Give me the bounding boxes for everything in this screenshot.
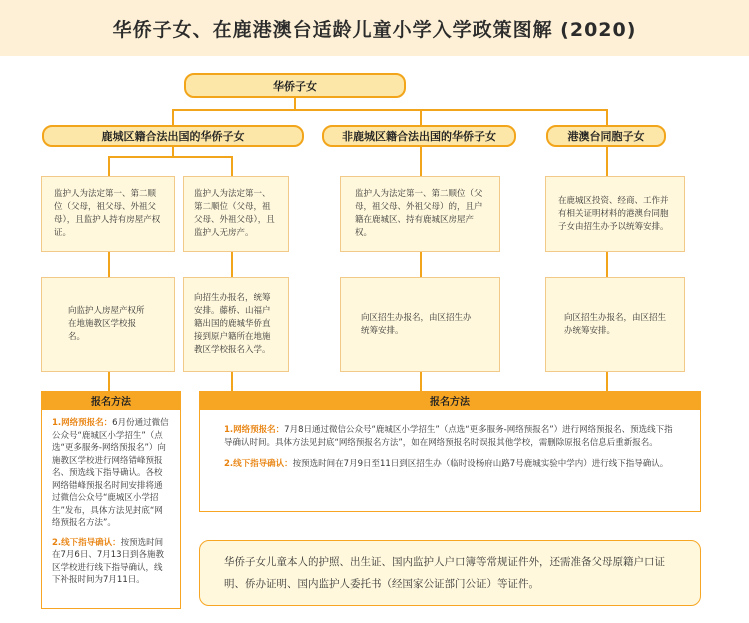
condition-text: 监护人为法定第一、第二顺位（父母，祖父母、外祖父母），且监护人持有房屋产权证。 xyxy=(54,189,161,238)
col3-mid xyxy=(420,251,422,277)
category-local xyxy=(42,125,304,147)
offline-text: 按预选时间在7月6日、7月13日到各施教区学校进行线下指导确认，线下补报时间为7月11日。 xyxy=(52,537,165,585)
action-card xyxy=(545,277,685,372)
method-left-box xyxy=(41,409,181,609)
offline-confirmation xyxy=(52,537,170,587)
note-text: 华侨子女儿童本人的护照、出生证、国内监护人户口簿等常规证件外，还需准备父母原籍户口证明、侨办证明、国内监护人委托书（经国家公证部门公证）等证件。 xyxy=(224,556,665,590)
condition-text: 监护人为法定第一、第二顺位（父母，祖父母、外祖父母），且监护人无房产。 xyxy=(194,189,275,238)
condition-card xyxy=(340,176,500,252)
condition-text: 监护人为法定第一、第二顺位（父母，祖父母、外祖父母）的，且户籍在鹿城区、持有鹿城区房屋产权。 xyxy=(355,189,483,238)
condition-card xyxy=(545,176,685,252)
category-nonlocal xyxy=(322,125,516,147)
method-right-box xyxy=(199,409,701,512)
action-card xyxy=(340,277,500,372)
method-left-title xyxy=(41,391,181,409)
online-registration xyxy=(224,424,676,449)
cat1-bar xyxy=(108,156,232,158)
method-title-text: 报名方法 xyxy=(430,396,470,408)
action-card xyxy=(183,277,289,372)
offline-confirmation xyxy=(224,458,676,471)
condition-text: 在鹿城区投资、经商、工作并有相关证明材料的港澳台同胞子女由招生办予以统筹安排。 xyxy=(558,195,669,232)
root-stem xyxy=(294,96,296,110)
col1-drop xyxy=(108,156,110,176)
col1-mid xyxy=(108,251,110,277)
category-label: 鹿城区籍合法出国的华侨子女 xyxy=(101,130,245,143)
condition-card xyxy=(41,176,175,252)
online-text: 6月份通过微信公众号“鹿城区小学招生”（点选“更多服务-网络预报名”）向施教区学校进行网络错峰预报名、预选线下指导确认。各校网络错峰预报名时间安排将通过微信公众号“鹿城区小学招生”发布，具体方法见封底“网络预报名方法”。 xyxy=(52,418,169,528)
root-node xyxy=(184,73,406,98)
online-label: 1.网络预报名： xyxy=(52,418,113,428)
offline-text: 按预选时间在7月9日至11日到区招生办（临时设杨府山路7号鹿城实验中学内）进行线下指导确认。 xyxy=(292,459,669,469)
category-label: 港澳台同胞子女 xyxy=(567,130,645,143)
col2-mid xyxy=(231,251,233,277)
col4-drop xyxy=(606,145,608,176)
condition-card xyxy=(183,176,289,252)
col3-bottom xyxy=(420,371,422,392)
action-text: 向区招生办报名，由区招生办统筹安排。 xyxy=(564,312,667,336)
method-right-title xyxy=(199,391,701,409)
col4-mid xyxy=(606,251,608,277)
online-label: 1.网络预报名： xyxy=(224,425,285,435)
action-text: 向区招生办报名，由区招生办统筹安排。 xyxy=(361,312,472,336)
online-text: 7月8日通过微信公众号“鹿城区小学招生”（点选“更多服务-网络预报名”）进行网络预报名、预选线下指导确认时间。具体方法见封底“网络预报名方法”，如在网络预报名时误报其他学校，需删除原报名信息后重新报名。 xyxy=(224,425,673,448)
action-text: 向招生办报名，统筹安排。藤桥、山福户籍出国的鹿城华侨直接到原户籍所在地施教区学校报名入学。 xyxy=(194,293,271,355)
category-label: 非鹿城区籍合法出国的华侨子女 xyxy=(342,130,496,143)
col4-bottom xyxy=(606,371,608,392)
documents-note xyxy=(199,540,701,606)
online-registration xyxy=(52,417,170,530)
page-title: 华侨子女、在鹿港澳台适龄儿童小学入学政策图解 (2020) xyxy=(112,18,637,41)
method-title-text: 报名方法 xyxy=(91,396,131,408)
title-banner xyxy=(0,0,749,56)
offline-label: 2.线下指导确认： xyxy=(224,459,293,469)
col3-drop xyxy=(420,145,422,176)
col2-drop xyxy=(231,156,233,176)
action-card xyxy=(41,277,175,372)
offline-label: 2.线下指导确认： xyxy=(52,537,121,548)
col2-bottom xyxy=(231,371,233,392)
root-bar xyxy=(172,109,608,111)
col1-bottom xyxy=(108,371,110,392)
category-hk-mo-tw xyxy=(546,125,666,147)
root-label: 华侨子女 xyxy=(273,79,317,93)
action-text: 向监护人房屋产权所在地施教区学校报名。 xyxy=(68,306,145,342)
